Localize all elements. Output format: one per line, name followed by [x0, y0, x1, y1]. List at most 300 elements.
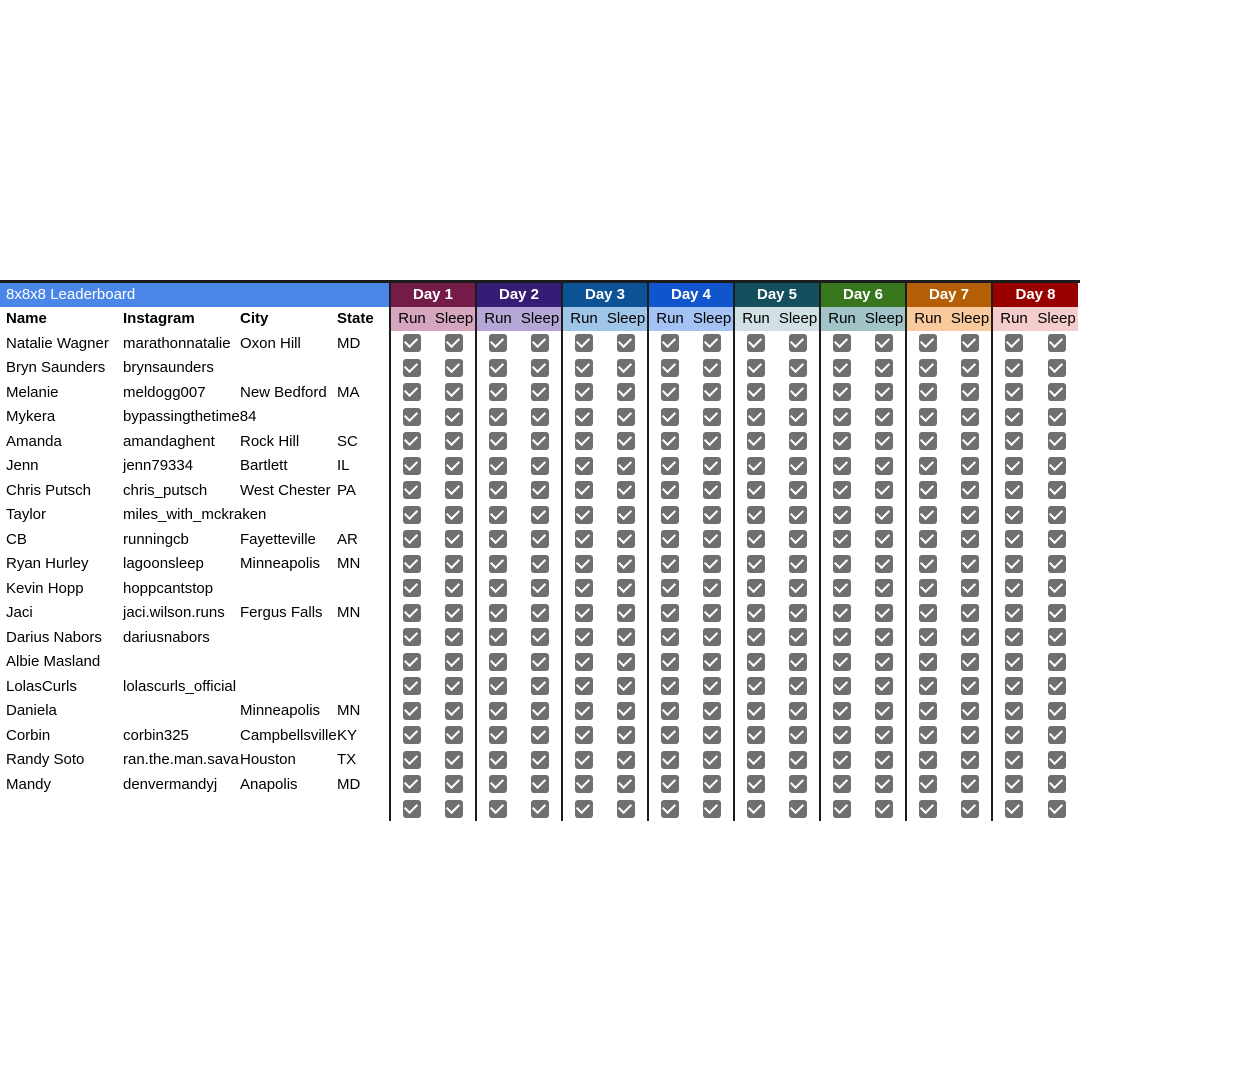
checkbox-checked-icon[interactable]: [961, 555, 979, 573]
column-header-instagram[interactable]: Instagram: [123, 310, 195, 328]
checkbox-checked-icon[interactable]: [919, 604, 937, 622]
checkbox-checked-icon[interactable]: [445, 432, 463, 450]
checkbox-checked-icon[interactable]: [403, 408, 421, 426]
checkbox-checked-icon[interactable]: [661, 506, 679, 524]
checkbox-checked-icon[interactable]: [575, 383, 593, 401]
checkbox-checked-icon[interactable]: [833, 775, 851, 793]
checkbox-checked-icon[interactable]: [489, 751, 507, 769]
checkbox-checked-icon[interactable]: [445, 579, 463, 597]
checkbox-checked-icon[interactable]: [617, 334, 635, 352]
day-7-run-header[interactable]: Run: [906, 307, 949, 332]
checkbox-checked-icon[interactable]: [531, 555, 549, 573]
checkbox-checked-icon[interactable]: [531, 628, 549, 646]
checkbox-checked-icon[interactable]: [531, 334, 549, 352]
day-8-sleep-header[interactable]: Sleep: [1035, 307, 1078, 332]
cell-city[interactable]: Campbellsville: [240, 726, 337, 744]
checkbox-checked-icon[interactable]: [747, 530, 765, 548]
checkbox-checked-icon[interactable]: [445, 334, 463, 352]
checkbox-checked-icon[interactable]: [833, 726, 851, 744]
checkbox-checked-icon[interactable]: [489, 702, 507, 720]
checkbox-checked-icon[interactable]: [661, 628, 679, 646]
cell-name[interactable]: Amanda: [6, 432, 62, 450]
checkbox-checked-icon[interactable]: [489, 579, 507, 597]
checkbox-checked-icon[interactable]: [703, 677, 721, 695]
checkbox-checked-icon[interactable]: [833, 432, 851, 450]
cell-state[interactable]: [331, 503, 390, 528]
cell-state[interactable]: [331, 625, 390, 650]
checkbox-checked-icon[interactable]: [489, 653, 507, 671]
checkbox-checked-icon[interactable]: [575, 702, 593, 720]
checkbox-checked-icon[interactable]: [575, 481, 593, 499]
checkbox-checked-icon[interactable]: [1048, 604, 1066, 622]
checkbox-checked-icon[interactable]: [833, 604, 851, 622]
checkbox-checked-icon[interactable]: [961, 408, 979, 426]
cell-name[interactable]: [0, 797, 117, 822]
checkbox-checked-icon[interactable]: [961, 579, 979, 597]
checkbox-checked-icon[interactable]: [703, 530, 721, 548]
checkbox-checked-icon[interactable]: [445, 628, 463, 646]
checkbox-checked-icon[interactable]: [445, 506, 463, 524]
checkbox-checked-icon[interactable]: [875, 702, 893, 720]
checkbox-checked-icon[interactable]: [661, 334, 679, 352]
checkbox-checked-icon[interactable]: [661, 604, 679, 622]
cell-city[interactable]: [234, 625, 331, 650]
cell-instagram[interactable]: runningcb: [123, 530, 189, 548]
checkbox-checked-icon[interactable]: [703, 506, 721, 524]
checkbox-checked-icon[interactable]: [1005, 334, 1023, 352]
cell-name[interactable]: Melanie: [6, 383, 59, 401]
checkbox-checked-icon[interactable]: [403, 579, 421, 597]
checkbox-checked-icon[interactable]: [575, 579, 593, 597]
checkbox-checked-icon[interactable]: [617, 726, 635, 744]
checkbox-checked-icon[interactable]: [789, 359, 807, 377]
checkbox-checked-icon[interactable]: [919, 702, 937, 720]
checkbox-checked-icon[interactable]: [1005, 481, 1023, 499]
checkbox-checked-icon[interactable]: [403, 726, 421, 744]
checkbox-checked-icon[interactable]: [875, 383, 893, 401]
checkbox-checked-icon[interactable]: [617, 579, 635, 597]
cell-instagram[interactable]: corbin325: [123, 726, 189, 744]
checkbox-checked-icon[interactable]: [489, 555, 507, 573]
checkbox-checked-icon[interactable]: [747, 481, 765, 499]
cell-city[interactable]: New Bedford: [240, 383, 327, 401]
checkbox-checked-icon[interactable]: [489, 677, 507, 695]
checkbox-checked-icon[interactable]: [489, 604, 507, 622]
cell-state[interactable]: MD: [337, 775, 361, 793]
checkbox-checked-icon[interactable]: [403, 751, 421, 769]
checkbox-checked-icon[interactable]: [617, 653, 635, 671]
checkbox-checked-icon[interactable]: [747, 383, 765, 401]
checkbox-checked-icon[interactable]: [919, 408, 937, 426]
checkbox-checked-icon[interactable]: [961, 481, 979, 499]
checkbox-checked-icon[interactable]: [961, 775, 979, 793]
checkbox-checked-icon[interactable]: [531, 726, 549, 744]
checkbox-checked-icon[interactable]: [489, 359, 507, 377]
cell-instagram[interactable]: hoppcantstop: [123, 579, 214, 597]
sheet-title[interactable]: 8x8x8 Leaderboard: [0, 282, 390, 307]
checkbox-checked-icon[interactable]: [1048, 702, 1066, 720]
checkbox-checked-icon[interactable]: [875, 432, 893, 450]
checkbox-checked-icon[interactable]: [617, 383, 635, 401]
checkbox-checked-icon[interactable]: [789, 628, 807, 646]
checkbox-checked-icon[interactable]: [575, 457, 593, 475]
checkbox-checked-icon[interactable]: [1048, 775, 1066, 793]
checkbox-checked-icon[interactable]: [489, 506, 507, 524]
checkbox-checked-icon[interactable]: [531, 775, 549, 793]
checkbox-checked-icon[interactable]: [403, 604, 421, 622]
checkbox-checked-icon[interactable]: [789, 800, 807, 818]
checkbox-checked-icon[interactable]: [489, 408, 507, 426]
checkbox-checked-icon[interactable]: [1005, 628, 1023, 646]
checkbox-checked-icon[interactable]: [617, 702, 635, 720]
checkbox-checked-icon[interactable]: [961, 432, 979, 450]
checkbox-checked-icon[interactable]: [875, 506, 893, 524]
checkbox-checked-icon[interactable]: [919, 628, 937, 646]
checkbox-checked-icon[interactable]: [833, 530, 851, 548]
checkbox-checked-icon[interactable]: [919, 653, 937, 671]
checkbox-checked-icon[interactable]: [445, 751, 463, 769]
cell-city[interactable]: Oxon Hill: [240, 334, 301, 352]
checkbox-checked-icon[interactable]: [961, 530, 979, 548]
cell-city[interactable]: Bartlett: [240, 457, 288, 475]
checkbox-checked-icon[interactable]: [789, 530, 807, 548]
checkbox-checked-icon[interactable]: [575, 677, 593, 695]
checkbox-checked-icon[interactable]: [833, 457, 851, 475]
cell-city[interactable]: [234, 356, 331, 381]
checkbox-checked-icon[interactable]: [1048, 506, 1066, 524]
checkbox-checked-icon[interactable]: [1005, 432, 1023, 450]
checkbox-checked-icon[interactable]: [703, 653, 721, 671]
checkbox-checked-icon[interactable]: [531, 530, 549, 548]
checkbox-checked-icon[interactable]: [789, 579, 807, 597]
cell-state[interactable]: AR: [337, 530, 358, 548]
checkbox-checked-icon[interactable]: [919, 383, 937, 401]
checkbox-checked-icon[interactable]: [617, 677, 635, 695]
checkbox-checked-icon[interactable]: [703, 604, 721, 622]
checkbox-checked-icon[interactable]: [789, 751, 807, 769]
checkbox-checked-icon[interactable]: [617, 530, 635, 548]
checkbox-checked-icon[interactable]: [403, 457, 421, 475]
checkbox-checked-icon[interactable]: [833, 408, 851, 426]
checkbox-checked-icon[interactable]: [403, 530, 421, 548]
checkbox-checked-icon[interactable]: [617, 751, 635, 769]
checkbox-checked-icon[interactable]: [833, 677, 851, 695]
checkbox-checked-icon[interactable]: [833, 481, 851, 499]
checkbox-checked-icon[interactable]: [833, 628, 851, 646]
checkbox-checked-icon[interactable]: [575, 359, 593, 377]
checkbox-checked-icon[interactable]: [575, 628, 593, 646]
checkbox-checked-icon[interactable]: [489, 481, 507, 499]
checkbox-checked-icon[interactable]: [747, 653, 765, 671]
checkbox-checked-icon[interactable]: [661, 383, 679, 401]
cell-name[interactable]: Jenn: [6, 457, 39, 475]
day-header-5[interactable]: Day 5: [734, 282, 820, 307]
checkbox-checked-icon[interactable]: [661, 653, 679, 671]
day-header-3[interactable]: Day 3: [562, 282, 648, 307]
checkbox-checked-icon[interactable]: [919, 334, 937, 352]
checkbox-checked-icon[interactable]: [747, 408, 765, 426]
cell-instagram[interactable]: bypassingthetime84: [123, 408, 257, 426]
checkbox-checked-icon[interactable]: [531, 653, 549, 671]
cell-name[interactable]: Bryn Saunders: [6, 359, 106, 377]
cell-state[interactable]: [331, 674, 390, 699]
day-3-run-header[interactable]: Run: [562, 307, 605, 332]
cell-state[interactable]: KY: [337, 726, 358, 744]
cell-city[interactable]: [234, 797, 331, 822]
cell-city[interactable]: Rock Hill: [240, 432, 300, 450]
checkbox-checked-icon[interactable]: [875, 457, 893, 475]
cell-name[interactable]: Albie Masland: [6, 653, 101, 671]
cell-instagram[interactable]: jenn79334: [123, 457, 194, 475]
checkbox-checked-icon[interactable]: [703, 334, 721, 352]
checkbox-checked-icon[interactable]: [961, 383, 979, 401]
checkbox-checked-icon[interactable]: [875, 555, 893, 573]
checkbox-checked-icon[interactable]: [1048, 579, 1066, 597]
checkbox-checked-icon[interactable]: [617, 800, 635, 818]
checkbox-checked-icon[interactable]: [747, 334, 765, 352]
checkbox-checked-icon[interactable]: [575, 775, 593, 793]
checkbox-checked-icon[interactable]: [1005, 457, 1023, 475]
checkbox-checked-icon[interactable]: [1048, 628, 1066, 646]
checkbox-checked-icon[interactable]: [617, 432, 635, 450]
column-header-name[interactable]: Name: [6, 310, 47, 328]
cell-name[interactable]: Darius Nabors: [6, 628, 102, 646]
cell-city[interactable]: Fayetteville: [240, 530, 316, 548]
checkbox-checked-icon[interactable]: [445, 457, 463, 475]
day-8-run-header[interactable]: Run: [992, 307, 1035, 332]
checkbox-checked-icon[interactable]: [789, 383, 807, 401]
checkbox-checked-icon[interactable]: [919, 457, 937, 475]
checkbox-checked-icon[interactable]: [703, 457, 721, 475]
checkbox-checked-icon[interactable]: [445, 408, 463, 426]
cell-state[interactable]: MN: [337, 604, 361, 622]
checkbox-checked-icon[interactable]: [403, 506, 421, 524]
checkbox-checked-icon[interactable]: [747, 506, 765, 524]
checkbox-checked-icon[interactable]: [445, 653, 463, 671]
checkbox-checked-icon[interactable]: [703, 628, 721, 646]
checkbox-checked-icon[interactable]: [531, 359, 549, 377]
checkbox-checked-icon[interactable]: [875, 775, 893, 793]
day-header-2[interactable]: Day 2: [476, 282, 562, 307]
checkbox-checked-icon[interactable]: [403, 334, 421, 352]
checkbox-checked-icon[interactable]: [661, 555, 679, 573]
checkbox-checked-icon[interactable]: [617, 604, 635, 622]
checkbox-checked-icon[interactable]: [747, 579, 765, 597]
checkbox-checked-icon[interactable]: [875, 408, 893, 426]
cell-name[interactable]: Chris Putsch: [6, 481, 92, 499]
cell-name[interactable]: Randy Soto: [6, 751, 85, 769]
checkbox-checked-icon[interactable]: [961, 457, 979, 475]
cell-name[interactable]: CB: [6, 530, 27, 548]
checkbox-checked-icon[interactable]: [961, 726, 979, 744]
checkbox-checked-icon[interactable]: [403, 432, 421, 450]
cell-instagram[interactable]: amandaghent: [123, 432, 215, 450]
checkbox-checked-icon[interactable]: [789, 457, 807, 475]
day-7-sleep-header[interactable]: Sleep: [949, 307, 992, 332]
checkbox-checked-icon[interactable]: [747, 702, 765, 720]
checkbox-checked-icon[interactable]: [489, 775, 507, 793]
checkbox-checked-icon[interactable]: [489, 334, 507, 352]
checkbox-checked-icon[interactable]: [1005, 506, 1023, 524]
checkbox-checked-icon[interactable]: [703, 359, 721, 377]
checkbox-checked-icon[interactable]: [403, 702, 421, 720]
checkbox-checked-icon[interactable]: [489, 432, 507, 450]
checkbox-checked-icon[interactable]: [445, 383, 463, 401]
cell-instagram[interactable]: [117, 650, 234, 675]
checkbox-checked-icon[interactable]: [445, 677, 463, 695]
checkbox-checked-icon[interactable]: [445, 800, 463, 818]
cell-name[interactable]: Mandy: [6, 775, 52, 793]
cell-instagram[interactable]: lolascurls_official: [123, 677, 237, 695]
checkbox-checked-icon[interactable]: [575, 408, 593, 426]
checkbox-checked-icon[interactable]: [833, 653, 851, 671]
checkbox-checked-icon[interactable]: [875, 653, 893, 671]
checkbox-checked-icon[interactable]: [445, 555, 463, 573]
checkbox-checked-icon[interactable]: [1048, 800, 1066, 818]
checkbox-checked-icon[interactable]: [919, 506, 937, 524]
cell-city[interactable]: West Chester: [240, 481, 331, 499]
checkbox-checked-icon[interactable]: [531, 800, 549, 818]
checkbox-checked-icon[interactable]: [747, 775, 765, 793]
checkbox-checked-icon[interactable]: [445, 775, 463, 793]
checkbox-checked-icon[interactable]: [531, 579, 549, 597]
checkbox-checked-icon[interactable]: [531, 751, 549, 769]
checkbox-checked-icon[interactable]: [1048, 555, 1066, 573]
cell-state[interactable]: [331, 650, 390, 675]
checkbox-checked-icon[interactable]: [961, 359, 979, 377]
day-1-sleep-header[interactable]: Sleep: [433, 307, 476, 332]
checkbox-checked-icon[interactable]: [575, 334, 593, 352]
cell-state[interactable]: SC: [337, 432, 358, 450]
checkbox-checked-icon[interactable]: [617, 408, 635, 426]
checkbox-checked-icon[interactable]: [1048, 726, 1066, 744]
checkbox-checked-icon[interactable]: [617, 481, 635, 499]
cell-name[interactable]: Taylor: [6, 506, 47, 524]
day-3-sleep-header[interactable]: Sleep: [605, 307, 648, 332]
checkbox-checked-icon[interactable]: [875, 751, 893, 769]
checkbox-checked-icon[interactable]: [403, 359, 421, 377]
checkbox-checked-icon[interactable]: [789, 481, 807, 499]
checkbox-checked-icon[interactable]: [1048, 457, 1066, 475]
checkbox-checked-icon[interactable]: [575, 555, 593, 573]
checkbox-checked-icon[interactable]: [789, 506, 807, 524]
checkbox-checked-icon[interactable]: [489, 628, 507, 646]
cell-instagram[interactable]: dariusnabors: [123, 628, 210, 646]
checkbox-checked-icon[interactable]: [875, 628, 893, 646]
checkbox-checked-icon[interactable]: [489, 383, 507, 401]
checkbox-checked-icon[interactable]: [445, 359, 463, 377]
checkbox-checked-icon[interactable]: [403, 653, 421, 671]
checkbox-checked-icon[interactable]: [1048, 408, 1066, 426]
cell-instagram[interactable]: miles_with_mckraken: [123, 506, 267, 524]
checkbox-checked-icon[interactable]: [961, 506, 979, 524]
checkbox-checked-icon[interactable]: [703, 702, 721, 720]
cell-city[interactable]: [234, 576, 331, 601]
cell-instagram[interactable]: [117, 699, 234, 724]
cell-instagram[interactable]: ran.the.man.sava: [123, 751, 239, 769]
cell-instagram[interactable]: [117, 797, 234, 822]
checkbox-checked-icon[interactable]: [575, 800, 593, 818]
checkbox-checked-icon[interactable]: [1005, 579, 1023, 597]
checkbox-checked-icon[interactable]: [575, 604, 593, 622]
checkbox-checked-icon[interactable]: [661, 751, 679, 769]
checkbox-checked-icon[interactable]: [1048, 653, 1066, 671]
checkbox-checked-icon[interactable]: [789, 555, 807, 573]
checkbox-checked-icon[interactable]: [833, 506, 851, 524]
cell-instagram[interactable]: lagoonsleep: [123, 555, 204, 573]
checkbox-checked-icon[interactable]: [703, 800, 721, 818]
checkbox-checked-icon[interactable]: [1005, 751, 1023, 769]
checkbox-checked-icon[interactable]: [1048, 359, 1066, 377]
checkbox-checked-icon[interactable]: [919, 530, 937, 548]
checkbox-checked-icon[interactable]: [661, 677, 679, 695]
day-header-4[interactable]: Day 4: [648, 282, 734, 307]
day-2-run-header[interactable]: Run: [476, 307, 519, 332]
day-header-6[interactable]: Day 6: [820, 282, 906, 307]
checkbox-checked-icon[interactable]: [703, 481, 721, 499]
checkbox-checked-icon[interactable]: [747, 751, 765, 769]
checkbox-checked-icon[interactable]: [919, 751, 937, 769]
checkbox-checked-icon[interactable]: [833, 751, 851, 769]
day-header-8[interactable]: Day 8: [992, 282, 1078, 307]
checkbox-checked-icon[interactable]: [875, 481, 893, 499]
checkbox-checked-icon[interactable]: [531, 677, 549, 695]
cell-instagram[interactable]: meldogg007: [123, 383, 206, 401]
checkbox-checked-icon[interactable]: [489, 800, 507, 818]
checkbox-checked-icon[interactable]: [1005, 775, 1023, 793]
checkbox-checked-icon[interactable]: [1048, 481, 1066, 499]
checkbox-checked-icon[interactable]: [617, 628, 635, 646]
day-6-sleep-header[interactable]: Sleep: [863, 307, 906, 332]
checkbox-checked-icon[interactable]: [575, 432, 593, 450]
checkbox-checked-icon[interactable]: [617, 775, 635, 793]
checkbox-checked-icon[interactable]: [919, 775, 937, 793]
cell-state[interactable]: MD: [337, 334, 361, 352]
checkbox-checked-icon[interactable]: [875, 726, 893, 744]
checkbox-checked-icon[interactable]: [833, 800, 851, 818]
day-6-run-header[interactable]: Run: [820, 307, 863, 332]
cell-state[interactable]: MN: [337, 702, 361, 720]
cell-city[interactable]: Fergus Falls: [240, 604, 323, 622]
checkbox-checked-icon[interactable]: [1005, 555, 1023, 573]
checkbox-checked-icon[interactable]: [1005, 604, 1023, 622]
checkbox-checked-icon[interactable]: [833, 359, 851, 377]
checkbox-checked-icon[interactable]: [1005, 726, 1023, 744]
checkbox-checked-icon[interactable]: [617, 506, 635, 524]
checkbox-checked-icon[interactable]: [489, 726, 507, 744]
checkbox-checked-icon[interactable]: [961, 653, 979, 671]
checkbox-checked-icon[interactable]: [617, 555, 635, 573]
checkbox-checked-icon[interactable]: [489, 530, 507, 548]
cell-instagram[interactable]: chris_putsch: [123, 481, 208, 499]
cell-instagram[interactable]: denvermandyj: [123, 775, 218, 793]
checkbox-checked-icon[interactable]: [1005, 359, 1023, 377]
checkbox-checked-icon[interactable]: [703, 751, 721, 769]
checkbox-checked-icon[interactable]: [789, 775, 807, 793]
checkbox-checked-icon[interactable]: [703, 555, 721, 573]
checkbox-checked-icon[interactable]: [1048, 530, 1066, 548]
checkbox-checked-icon[interactable]: [1048, 751, 1066, 769]
checkbox-checked-icon[interactable]: [661, 579, 679, 597]
day-5-sleep-header[interactable]: Sleep: [777, 307, 820, 332]
checkbox-checked-icon[interactable]: [403, 481, 421, 499]
checkbox-checked-icon[interactable]: [833, 702, 851, 720]
cell-state[interactable]: PA: [337, 481, 356, 499]
cell-name[interactable]: LolasCurls: [6, 677, 77, 695]
cell-instagram[interactable]: marathonnatalie: [123, 334, 231, 352]
cell-name[interactable]: Ryan Hurley: [6, 555, 89, 573]
cell-city[interactable]: Houston: [240, 751, 296, 769]
